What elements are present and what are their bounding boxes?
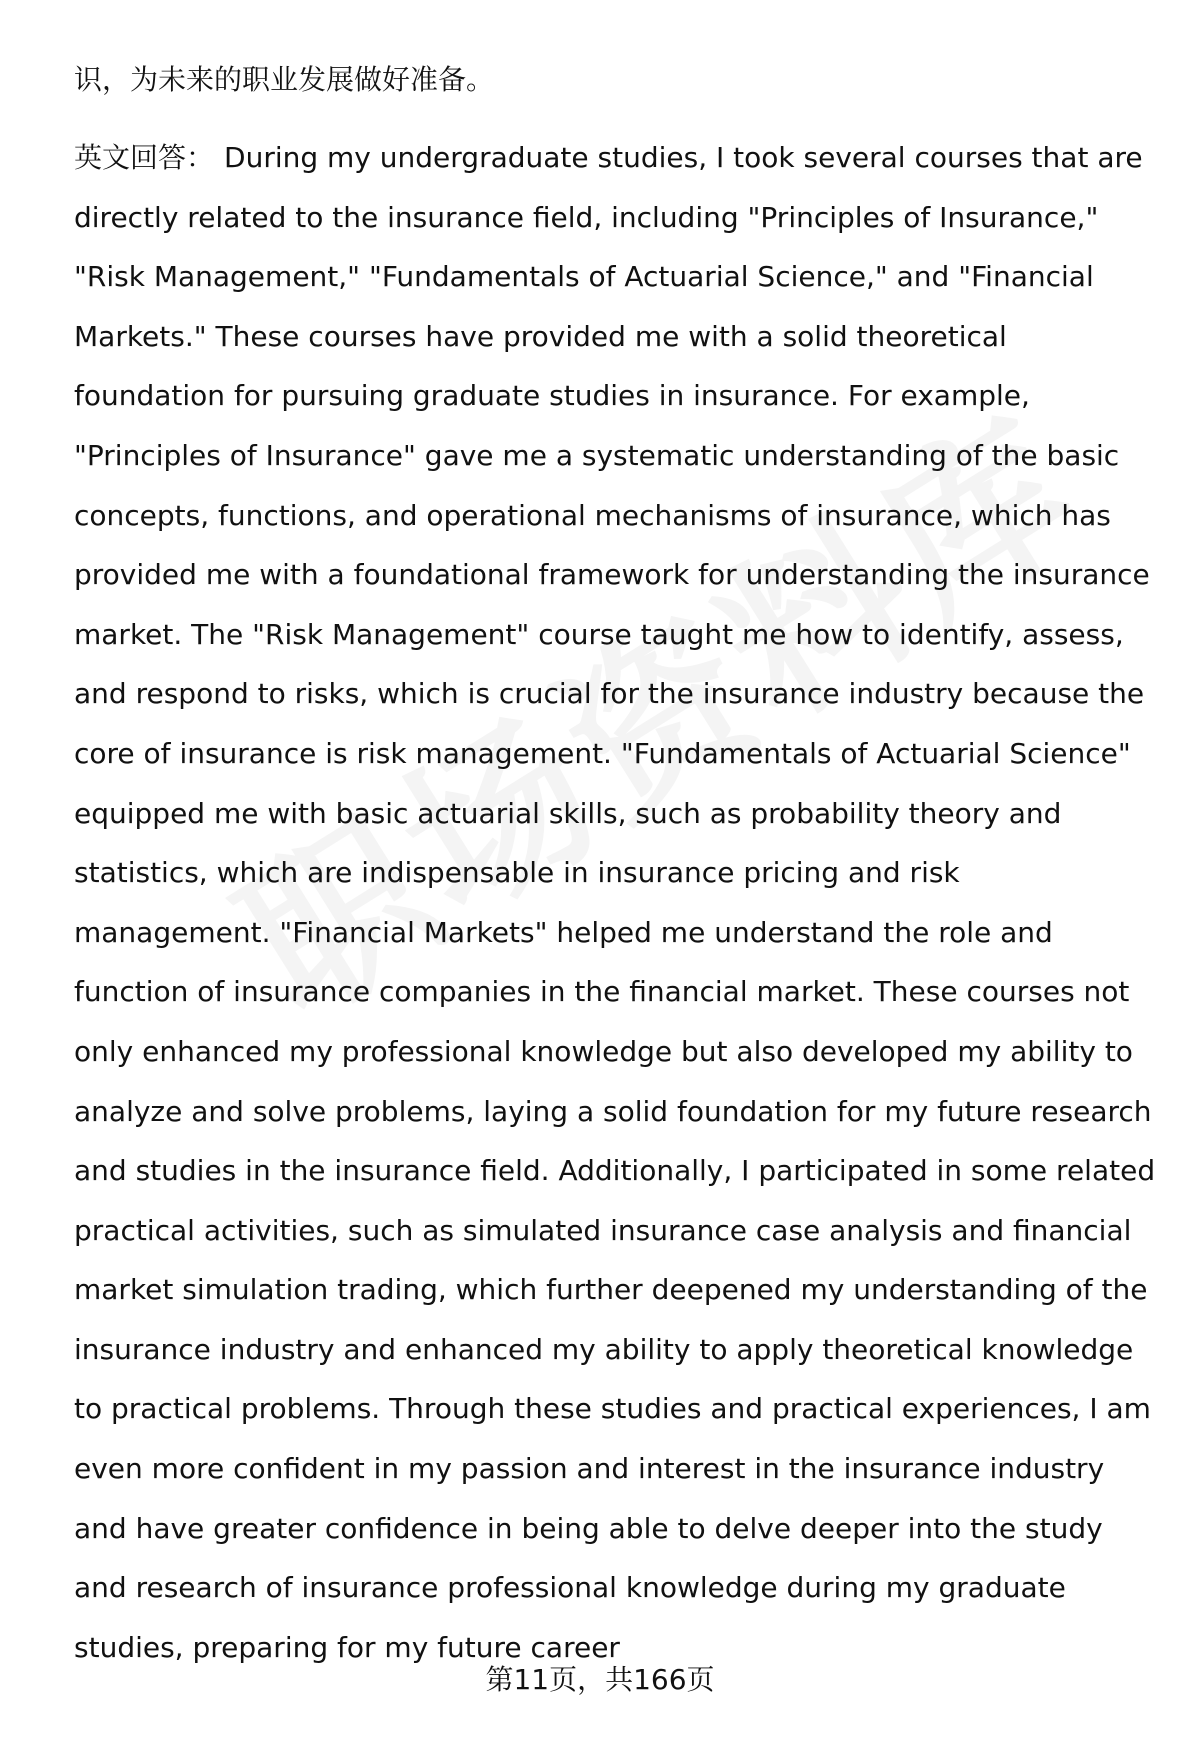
answer-text: During my undergraduate studies, I took several courses that are directly related to the insurance field, including "Principles of Insurance," "Risk Management," "Fundamentals of Actuarial Science," and "Financial Markets." These courses have provided me with a solid theoretical foundation for pursuing graduate studies in insurance. For example, "Principles of Insurance" gave me a systematic understanding of the basic concepts, functions, and operational mechanisms of insurance, which has provided me with a foundational framework for understanding the insurance market. The "Risk Management" course taught me how to identify, assess, and respond to risks, which is crucial for the insurance industry because the core of insurance is risk management. "Fundamentals of Actuarial Science" equipped me with basic actuarial skills, such as probability theory and statistics, which are indispensable in insurance pricing and risk management. "Financial Markets" helped me understand the role and function of insurance companies in the financial market. These courses not only enhanced my professional knowledge but also developed my ability to analyze and solve problems, laying a solid foundation for my future research and studies in the insurance field. Additionally, I participated in some related practical activities, such as simulated insurance case analysis and financial market simulation trading, which further deepened my understanding of the insurance industry and enhanced my ability to apply theoretical knowledge to practical problems. Through these studies and practical experiences, I am even more confident in my passion and interest in the insurance industry and have greater confidence in being able to delve deeper into the study and research of insurance professional knowledge during my graduate studies, preparing for my future career — [74, 141, 1156, 1664]
continued-line: 识，为未来的职业发展做好准备。 — [74, 63, 495, 96]
answer-label: 英文回答： — [74, 141, 215, 174]
english-answer-paragraph — [74, 128, 1164, 1677]
page-content — [74, 50, 1164, 1677]
page-number-footer: 第11页，共166页 — [485, 1663, 715, 1696]
